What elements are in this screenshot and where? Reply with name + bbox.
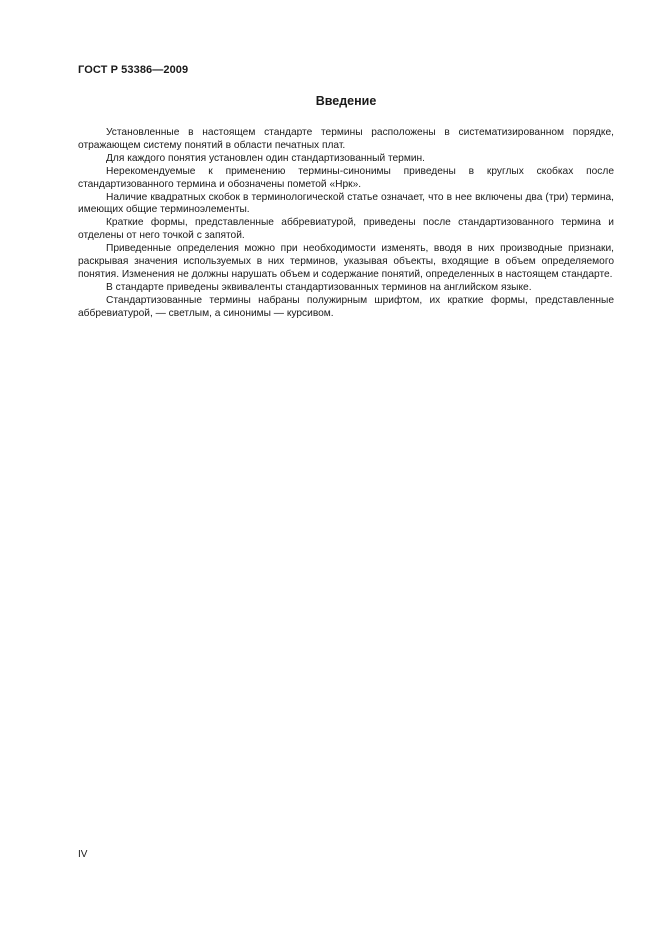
standard-id-header: ГОСТ Р 53386—2009 <box>78 64 189 76</box>
paragraph: Для каждого понятия установлен один стандартизованный термин. <box>106 152 425 164</box>
paragraph: Наличие квадратных скобок в терминологической статье означает, что в нее включены два (три) термина, имеющих общие терминоэлементы. <box>78 191 614 216</box>
paragraph: Нерекомендуемые к применению термины-синонимы приведены в круглых скобках после стандартизованного термина и обозначены пометой «Нрк». <box>78 165 614 190</box>
paragraph: Краткие формы, представленные аббревиатурой, приведены после стандартизованного термина и отделены от него точкой с запятой. <box>78 217 614 242</box>
paragraph: Установленные в настоящем стандарте термины расположены в систематизированном порядке, отражающем систему понятий в области печатных плат. <box>78 127 614 151</box>
paragraph: В стандарте приведены эквиваленты стандартизованных терминов на английском языке. <box>106 281 532 293</box>
paragraph: Стандартизованные термины набраны полужирным шрифтом, их краткие формы, представленные аббревиатурой, — светлым, а синонимы — курсивом. <box>78 294 614 319</box>
section-title: Введение <box>315 94 377 108</box>
paragraph: Приведенные определения можно при необходимости изменять, вводя в них производные признаки, раскрывая значения используемых в них терминов, указывая объекты, входящие в объем определяемого понятия. Изменения не должны нарушать объем и содержание понятий, определенных в настоящем стандарте. <box>78 243 614 280</box>
page-number: IV <box>78 849 88 860</box>
introduction-body <box>78 127 614 321</box>
